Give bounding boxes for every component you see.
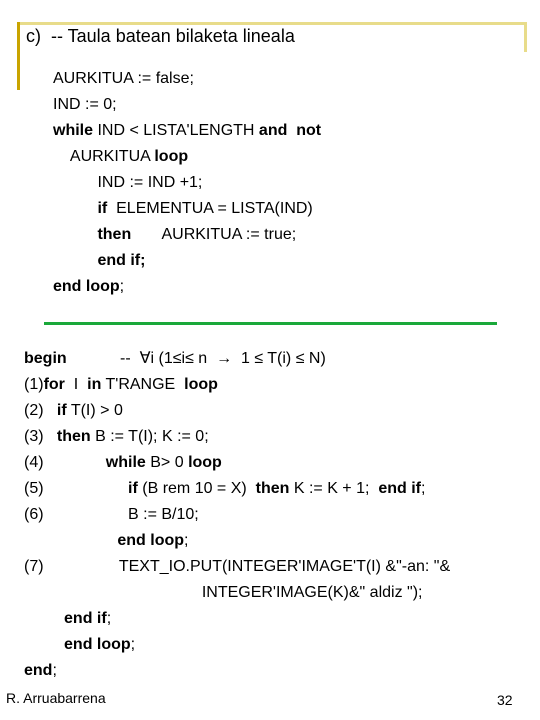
code-keyword: in xyxy=(87,376,102,393)
code-keyword: if xyxy=(128,480,138,497)
code-line xyxy=(53,66,321,92)
code-keyword: then xyxy=(255,480,290,497)
code-keyword: if xyxy=(97,200,108,217)
code-keyword: begin xyxy=(24,350,67,367)
code-text: AURKITUA xyxy=(53,148,155,165)
code-keyword: while xyxy=(53,122,94,139)
code-text: -- ∀i (1≤i≤ n → 1 ≤ T(i) ≤ N) xyxy=(66,350,326,367)
code-line xyxy=(53,92,321,118)
code-line xyxy=(24,476,450,502)
code-text: B> 0 xyxy=(145,454,189,471)
code-line xyxy=(24,632,450,658)
code-text: AURKITUA := false; xyxy=(53,70,194,87)
code-text: ; xyxy=(421,480,426,497)
code-block-digit-count xyxy=(24,346,450,684)
code-line xyxy=(53,248,321,274)
footer-author: R. Arruabarrena xyxy=(6,690,106,706)
code-keyword: end if xyxy=(64,610,107,627)
code-line xyxy=(53,118,321,144)
code-keyword: loop xyxy=(184,376,218,393)
code-text: ; xyxy=(106,610,112,627)
code-keyword: and not xyxy=(258,122,322,139)
code-text: (5) xyxy=(24,480,129,497)
code-line xyxy=(24,372,450,398)
code-line xyxy=(53,274,321,300)
code-text: T'RANGE xyxy=(101,376,185,393)
code-text xyxy=(53,200,97,217)
code-keyword: end loop xyxy=(117,532,185,549)
page-number: 32 xyxy=(497,692,513,708)
code-line xyxy=(53,222,321,248)
code-line xyxy=(24,580,450,606)
code-text: B := T(I); K := 0; xyxy=(90,428,209,445)
code-keyword: then xyxy=(97,226,132,243)
code-text: (4) xyxy=(24,454,106,471)
code-keyword: then xyxy=(56,428,91,445)
code-keyword: end loop xyxy=(53,278,120,295)
code-line xyxy=(24,424,450,450)
code-text: K := K + 1; xyxy=(289,480,379,497)
code-text: (3) xyxy=(24,428,57,445)
code-text xyxy=(53,252,97,269)
code-line xyxy=(24,502,450,528)
code-keyword: loop xyxy=(188,454,222,471)
code-line xyxy=(24,398,450,424)
code-line xyxy=(24,528,450,554)
code-text: ELEMENTUA = LISTA(IND) xyxy=(107,200,313,217)
code-text: (6) B := B/10; xyxy=(24,506,199,523)
code-line xyxy=(53,144,321,170)
code-text: ; xyxy=(119,278,125,295)
code-keyword: end xyxy=(24,662,53,679)
code-line xyxy=(53,170,321,196)
code-text: IND := 0; xyxy=(53,96,117,113)
code-line xyxy=(24,606,450,632)
code-keyword: for xyxy=(43,376,65,393)
code-keyword: loop xyxy=(154,148,189,165)
code-line xyxy=(53,196,321,222)
code-line xyxy=(24,658,450,684)
code-line xyxy=(24,450,450,476)
slide-title: c) -- Taula batean bilaketa lineala xyxy=(26,26,295,46)
code-block-linear-search xyxy=(53,66,321,300)
code-text: ; xyxy=(184,532,189,549)
code-text: (2) xyxy=(24,402,57,419)
code-text xyxy=(53,226,97,243)
frame-right-rule xyxy=(524,22,527,52)
section-divider xyxy=(44,322,497,325)
code-text: ; xyxy=(130,636,136,653)
code-text: INTEGER'IMAGE(K)&" aldiz "); xyxy=(24,584,423,601)
code-keyword: end if; xyxy=(97,252,146,269)
code-keyword: if xyxy=(56,402,67,419)
frame-left-rule xyxy=(17,22,20,90)
code-text: (1) xyxy=(24,376,44,393)
code-line xyxy=(24,554,450,580)
code-text: IND := IND +1; xyxy=(53,174,203,191)
code-keyword: end loop xyxy=(64,636,131,653)
code-text: (B rem 10 = X) xyxy=(137,480,256,497)
code-line xyxy=(24,346,450,372)
code-text: ; xyxy=(52,662,57,679)
code-text: I xyxy=(64,376,88,393)
code-text xyxy=(24,636,64,653)
code-text: (7) TEXT_IO.PUT(INTEGER'IMAGE'T(I) &"-an: "& xyxy=(24,558,451,575)
code-text: IND < LISTA'LENGTH xyxy=(93,122,259,139)
code-text xyxy=(24,532,117,549)
code-keyword: end if xyxy=(378,480,421,497)
code-text xyxy=(24,610,64,627)
code-keyword: while xyxy=(105,454,146,471)
code-text: AURKITUA := true; xyxy=(131,226,297,243)
code-text: T(I) > 0 xyxy=(66,402,123,419)
frame-top-rule xyxy=(17,22,526,25)
